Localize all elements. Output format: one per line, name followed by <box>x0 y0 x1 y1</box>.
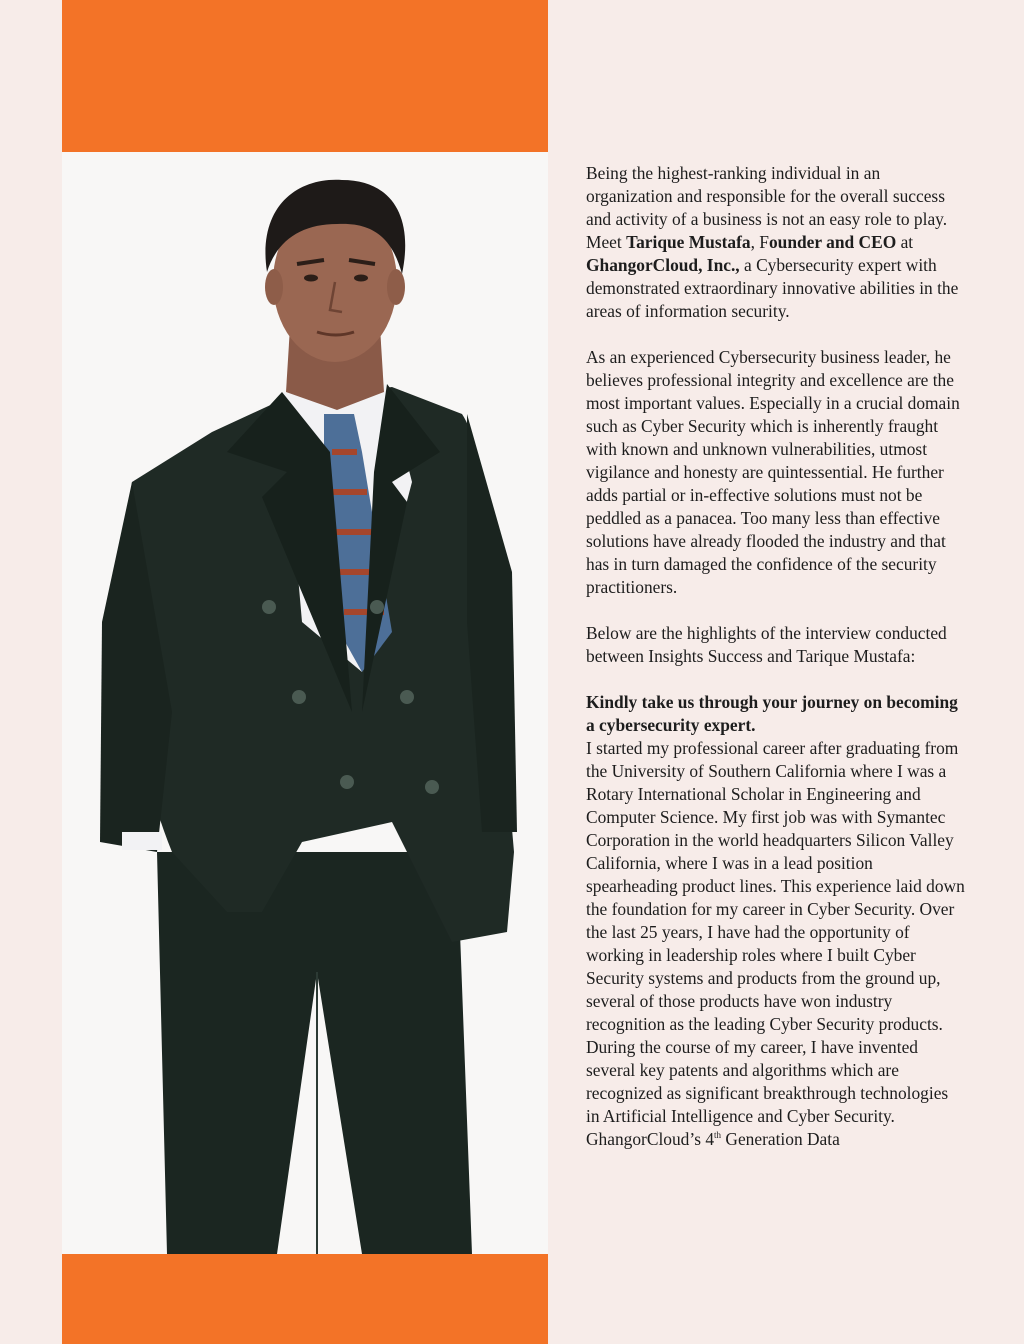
interview-intro-paragraph: Below are the highlights of the interview conducted between Insights Success and Tarique Mustafa: <box>586 623 947 666</box>
article-body <box>586 162 966 1151</box>
company-name: GhangorCloud, Inc., <box>586 255 740 275</box>
interview-question: Kindly take us through your journey on becoming a cybersecurity expert. <box>586 692 958 735</box>
interview-answer: I started my professional career after graduating from the University of Southern California where I was a Rotary International Scholar in Engineering and Computer Science. My first job was with Symantec Corporation in the world headquarters Silicon Valley California, where I was in a lead position spearheading product lines. This experience laid down the foundation for my career in Cyber Security. Over the last 25 years, I have had the opportunity of working in leadership roles where I built Cyber Security systems and products from the ground up, several of those products have won industry recognition as the leading Cyber Security products. During the course of my career, I have invented several key patents and algorithms which are recognized as significant breakthrough technologies in Artificial Intelligence and Cyber Security. GhangorCloud’s 4th Generation Data <box>586 738 965 1149</box>
person-name: Tarique Mustafa <box>626 232 751 252</box>
portrait-illustration <box>62 152 548 1254</box>
portrait-photo <box>62 152 548 1254</box>
values-paragraph: As an experienced Cybersecurity business leader, he believes professional integrity and excellence are the most important values. Especially in a crucial domain such as Cyber Security which is inherently fraught with known and unknown vulnerabilities, utmost vigilance and honesty are quintessential. He further adds partial or in-effective solutions must not be peddled as a panacea. Too many less than effective solutions have already flooded the industry and that has in turn damaged the confidence of the security practitioners. <box>586 347 960 597</box>
person-title: ounder and CEO <box>768 232 897 252</box>
intro-paragraph: Being the highest-ranking individual in an organization and responsible for the overall success and activity of a business is not an easy role to play. Meet Tarique Mustafa, Founder and CEO at GhangorCloud, Inc., a Cybersecurity expert with demonstrated extraordinary innovative abilities in the areas of information security. <box>586 163 959 321</box>
